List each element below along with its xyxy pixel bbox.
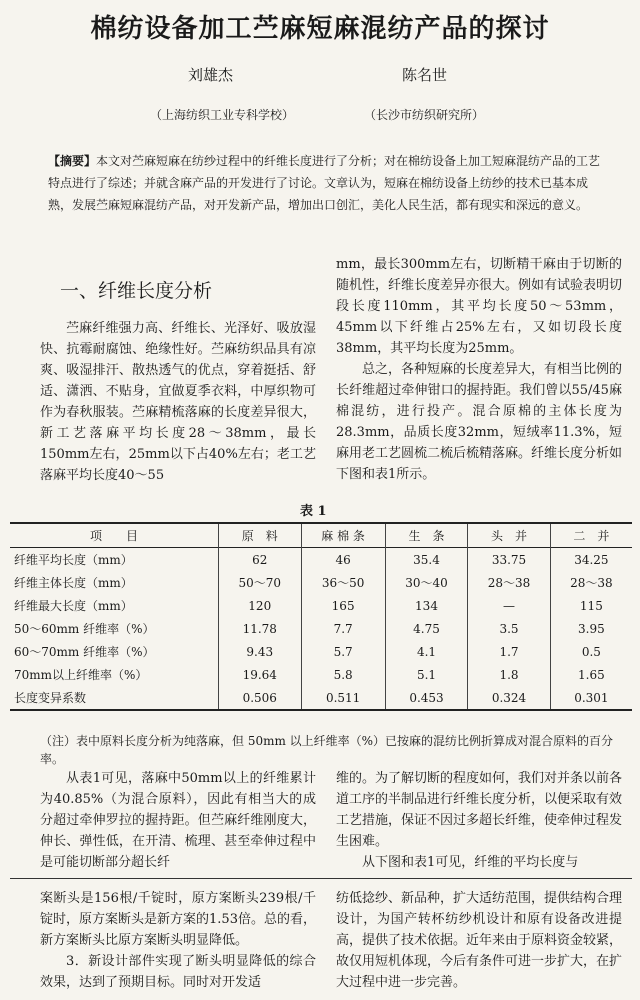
paragraph: mm，最长300mm左右，切断精干麻由于切断的随机性，纤维长度差异亦很大。例如有试验表明切段长度110mm，其平均长度50～53mm，45mm以下纤维占25%左右，又如切段长度38mm，其平均长度为25mm。	[336, 257, 623, 356]
column-header: 项 目	[89, 529, 138, 543]
continued-left-column	[40, 888, 316, 993]
paragraph: 总之，各种短麻的长度差异大，有相当比例的长纤维超过牵伸钳口的握持距。我们曾以55/45麻棉混纺，进行投产。混合原棉的主体长度为28.3mm，品质长度32mm，短绒率11.3%，短麻用老工艺圆梳二梳后梳精落麻。纤维长度分析如下图和表1所示。	[336, 362, 623, 482]
table-row	[10, 594, 632, 617]
table-row	[10, 686, 632, 710]
table-cell: 5.1	[385, 663, 468, 686]
column-header: 头 并	[468, 523, 551, 548]
abstract	[48, 150, 608, 216]
table-cell: 28～38	[468, 571, 551, 594]
table-cell: 0.506	[219, 686, 302, 710]
column-header: 生 条	[385, 523, 468, 548]
table-cell: 62	[219, 548, 302, 572]
right-column	[336, 254, 622, 485]
table-cell: 46	[301, 548, 385, 572]
row-label: 纤维平均长度（mm）	[14, 553, 133, 567]
table-cell: 5.7	[301, 640, 385, 663]
table-row	[10, 663, 632, 686]
table-cell: 9.43	[219, 640, 302, 663]
left-column	[40, 318, 316, 486]
section-heading: 一、纤维长度分析	[60, 280, 213, 302]
table-row	[10, 640, 632, 663]
row-label: 70mm以上纤维率（%）	[14, 668, 148, 682]
table-cell: 4.75	[385, 617, 468, 640]
table-row	[10, 571, 632, 594]
table-cell: 7.7	[301, 617, 385, 640]
row-label: 纤维最大长度（mm）	[14, 599, 133, 613]
paragraph: 案断头是156根/千锭时，原方案断头239根/千锭时，原方案断头是新方案的1.53倍。总的看，新方案断头比原方案断头明显降低。	[40, 891, 316, 948]
bottom-left-column	[40, 768, 316, 873]
table-title: 表 1	[300, 504, 327, 519]
paragraph: 从下图和表1可见，纤维的平均长度与	[362, 855, 579, 870]
table-cell: —	[468, 594, 551, 617]
row-label: 长度变异系数	[14, 691, 87, 705]
table-note: （注）表中原料长度分析为纯落麻，但 50mm 以上纤维率（%）已按麻的混纺比例折算成对混合原料的百分率。	[40, 734, 614, 766]
author-name: 陈名世	[402, 66, 448, 84]
column-header: 原 料	[219, 523, 302, 548]
author-name: 刘雄杰	[188, 66, 234, 84]
table-cell: 0.5	[550, 640, 632, 663]
table-cell: 50～70	[219, 571, 302, 594]
page-divider	[10, 878, 632, 879]
author-affiliation: （上海纺织工业专科学校）	[150, 108, 295, 122]
table-header-row	[10, 523, 632, 548]
row-label: 60～70mm 纤维率（%）	[14, 645, 155, 659]
table-cell: 120	[219, 594, 302, 617]
table-row	[10, 548, 632, 572]
paragraph: 纺低捻纱、新品种，扩大适纺范围，提供结构合理设计，为国产转杯纺纱机设计和原有设备改进提高，提供了技术依据。近年来由于原料资金较紧，故仅用短机体现，今后有条件可进一步扩大，在扩大过程中进一步完善。	[336, 891, 623, 990]
table-cell: 30～40	[385, 571, 468, 594]
table-cell: 35.4	[385, 548, 468, 572]
table-cell: 134	[385, 594, 468, 617]
paragraph: 从表1可见，落麻中50mm以上的纤维累计为40.85%（为混合原料），因此有相当大的成分超过牵伸罗拉的握持距。但苎麻纤维刚度大，伸长、弹性低，在开清、梳理、甚至牵伸过程中是可能切断部分超长纤	[40, 771, 316, 870]
paragraph: 3．新设计部件实现了断头明显降低的综合效果，达到了预期目标。同时对开发适	[40, 954, 316, 990]
table-cell: 36～50	[301, 571, 385, 594]
article-title: 棉纺设备加工苎麻短麻混纺产品的探讨	[90, 14, 550, 44]
table-cell: 34.25	[550, 548, 632, 572]
paragraph: 苎麻纤维强力高、纤维长、光泽好、吸放湿快、抗霉耐腐蚀、绝缘性好。苎麻纺织品具有凉爽、吸湿排汗、散热透气的优点，穿着挺括、舒适、潇洒、不贴身，宜做夏季衣料，中厚织物可作为春秋服装。苎麻精梳落麻的长度差异很大，新工艺落麻平均长度28～38mm，最长150mm左右，25mm以下占40%左右；老工艺落麻平均长度40～55	[40, 321, 316, 483]
abstract-text: 本文对苎麻短麻在纺纱过程中的纤维长度进行了分析；对在棉纺设备上加工短麻混纺产品的工艺特点进行了综述；并就含麻产品的开发进行了讨论。文章认为，短麻在棉纺设备上纺纱的技术已基本成熟，发展苎麻短麻混纺产品，对开发新产品，增加出口创汇，美化人民生活，都有现实和深远的意义。	[48, 154, 601, 212]
column-header: 麻 棉 条	[301, 523, 385, 548]
table-cell: 1.7	[468, 640, 551, 663]
table-cell: 28～38	[550, 571, 632, 594]
table-cell: 3.5	[468, 617, 551, 640]
paragraph: 维的。为了解切断的程度如何，我们对并条以前各道工序的半制品进行纤维长度分析，以便采取有效工艺措施，保证不因过多超长纤维，使牵伸过程发生困难。	[336, 771, 623, 849]
table-cell: 1.8	[468, 663, 551, 686]
continued-right-column	[336, 888, 622, 993]
table-cell: 165	[301, 594, 385, 617]
table-cell: 19.64	[219, 663, 302, 686]
table-cell: 0.453	[385, 686, 468, 710]
table-cell: 0.301	[550, 686, 632, 710]
bottom-right-column	[336, 768, 622, 873]
abstract-label: 【摘要】	[48, 154, 97, 168]
table-cell: 33.75	[468, 548, 551, 572]
author-affiliation: （长沙市纺织研究所）	[364, 108, 485, 122]
data-table	[10, 522, 632, 711]
table-cell: 4.1	[385, 640, 468, 663]
table-cell: 0.511	[301, 686, 385, 710]
table-cell: 1.65	[550, 663, 632, 686]
table-row	[10, 617, 632, 640]
column-header: 二 并	[550, 523, 632, 548]
table-cell: 5.8	[301, 663, 385, 686]
table-cell: 11.78	[219, 617, 302, 640]
table-cell: 3.95	[550, 617, 632, 640]
table-cell: 115	[550, 594, 632, 617]
row-label: 50～60mm 纤维率（%）	[14, 622, 155, 636]
row-label: 纤维主体长度（mm）	[14, 576, 133, 590]
table-cell: 0.324	[468, 686, 551, 710]
